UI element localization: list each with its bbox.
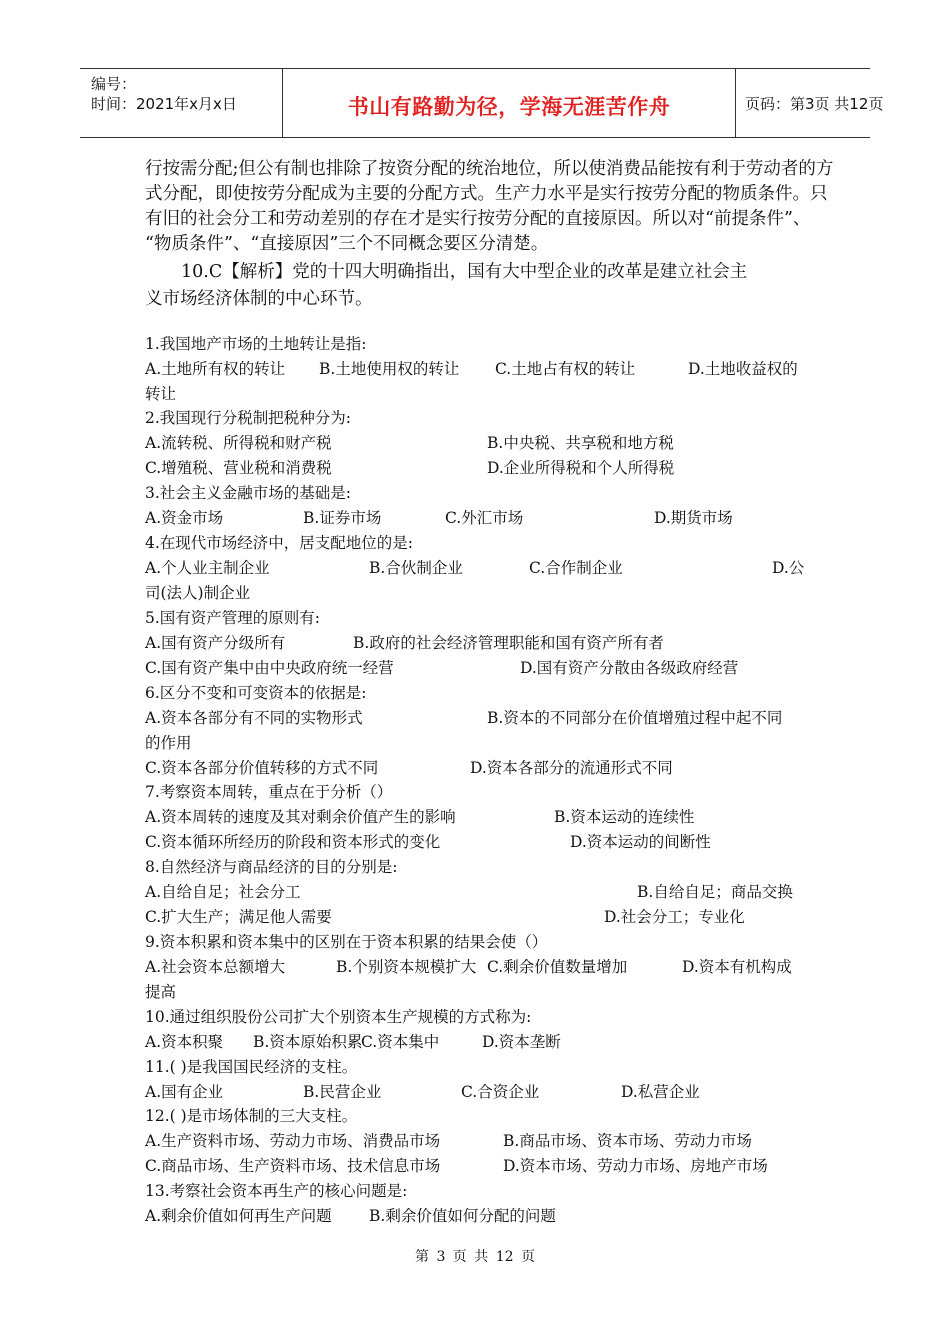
option: A.剩余价值如何再生产问题: [145, 1207, 332, 1225]
option: B.中央税、共享税和地方税: [487, 434, 674, 452]
intro-line: 有旧的社会分工和劳动差别的存在才是实行按劳分配的直接原因。所以对“前提条件”、: [145, 209, 811, 229]
option: D.国有资产分散由各级政府经营: [520, 659, 739, 677]
intro-line: 行按需分配;但公有制也排除了按资分配的统治地位，所以使消费品能按有利于劳动者的方: [145, 159, 834, 179]
question-text: 7.考察资本周转，重点在于分析（）: [145, 783, 393, 801]
option: D.资本有机构成: [682, 958, 792, 976]
option: C.扩大生产；满足他人需要: [145, 908, 332, 926]
option: B.资本运动的连续性: [554, 808, 695, 826]
option: A.土地所有权的转让: [145, 360, 286, 378]
time-line: 时间：2021年x月x日: [91, 95, 237, 113]
option: D.土地收益权的: [688, 360, 798, 378]
option: A.资本各部分有不同的实物形式: [145, 709, 363, 727]
option: D.资本各部分的流通形式不同: [470, 759, 673, 777]
option: C.资本集中: [361, 1033, 440, 1051]
option: D.资本运动的间断性: [570, 833, 711, 851]
option: B.合伙制企业: [369, 559, 463, 577]
page-code: 页码：第3页 共12页: [745, 95, 884, 113]
option: C.国有资产集中由中央政府统一经营: [145, 659, 394, 677]
option: A.个人业主制企业: [145, 559, 270, 577]
option: C.商品市场、生产资料市场、技术信息市场: [145, 1157, 441, 1175]
option: B.资本的不同部分在价值增殖过程中起不同: [487, 709, 783, 727]
option: A.国有企业: [145, 1083, 224, 1101]
option: C.土地占有权的转让: [495, 360, 636, 378]
question-text: 3.社会主义金融市场的基础是:: [145, 484, 352, 502]
option: C.外汇市场: [445, 509, 524, 527]
option: C.合资企业: [461, 1083, 540, 1101]
option: A.社会资本总额增大: [145, 958, 286, 976]
page-footer: 第 3 页 共 12 页: [415, 1249, 535, 1265]
option: B.政府的社会经济管理职能和国有资产所有者: [353, 634, 664, 652]
option: A.资本周转的速度及其对剩余价值产生的影响: [145, 808, 456, 826]
option: B.土地使用权的转让: [319, 360, 460, 378]
option-continuation: 的作用: [145, 734, 192, 752]
option: A.国有资产分级所有: [145, 634, 286, 652]
question-text: 9.资本积累和资本集中的区别在于资本积累的结果会使（）: [145, 933, 548, 951]
option: B.资本原始积累: [253, 1033, 363, 1051]
option: D.私营企业: [621, 1083, 700, 1101]
header-motto-cell: [282, 69, 736, 137]
code-label: 编号：: [91, 75, 137, 93]
option: A.自给自足；社会分工: [145, 883, 301, 901]
header-right-cell: [735, 69, 884, 137]
option: D.企业所得税和个人所得税: [487, 459, 675, 477]
question-text: 12.( )是市场体制的三大支柱。: [145, 1107, 358, 1125]
option: C.合作制企业: [529, 559, 623, 577]
question-text: 1.我国地产市场的土地转让是指:: [145, 335, 367, 353]
answer-10-line: 10.C【解析】党的十四大明确指出，国有大中型企业的改革是建立社会主: [181, 262, 748, 282]
intro-line: “物质条件”、“直接原因”三个不同概念要区分清楚。: [145, 234, 549, 254]
question-text: 13.考察社会资本再生产的核心问题是:: [145, 1182, 408, 1200]
option: A.资金市场: [145, 509, 224, 527]
option: A.生产资料市场、劳动力市场、消费品市场: [145, 1132, 441, 1150]
intro-line: 式分配，即使按劳分配成为主要的分配方式。生产力水平是实行按劳分配的物质条件。只: [145, 184, 828, 204]
header-left-cell: [80, 69, 282, 137]
option: D.公: [772, 559, 805, 577]
option: B.民营企业: [303, 1083, 382, 1101]
question-text: 4.在现代市场经济中，居支配地位的是:: [145, 534, 414, 552]
option: A.资本积聚: [145, 1033, 224, 1051]
motto: 书山有路勤为径，学海无涯苦作舟: [347, 95, 671, 119]
option: B.剩余价值如何分配的问题: [369, 1207, 556, 1225]
option: C.增殖税、营业税和消费税: [145, 459, 332, 477]
option-continuation: 转让: [145, 385, 177, 403]
option: C.资本循环所经历的阶段和资本形式的变化: [145, 833, 441, 851]
question-text: 2.我国现行分税制把税种分为:: [145, 409, 352, 427]
option: A.流转税、所得税和财产税: [145, 434, 332, 452]
question-text: 6.区分不变和可变资本的依据是:: [145, 684, 367, 702]
header-table: [80, 68, 884, 138]
question-text: 10.通过组织股份公司扩大个别资本生产规模的方式称为:: [145, 1008, 532, 1026]
option-continuation: 司(法人)制企业: [145, 584, 251, 602]
question-text: 8.自然经济与商品经济的目的分别是:: [145, 858, 398, 876]
option: B.证券市场: [303, 509, 382, 527]
option: C.资本各部分价值转移的方式不同: [145, 759, 379, 777]
option: B.商品市场、资本市场、劳动力市场: [503, 1132, 752, 1150]
option: B.自给自足；商品交换: [637, 883, 793, 901]
answer-10-line: 义市场经济体制的中心环节。: [145, 289, 373, 309]
option: D.资本市场、劳动力市场、房地产市场: [503, 1157, 768, 1175]
question-text: 5.国有资产管理的原则有:: [145, 609, 321, 627]
option: B.个别资本规模扩大: [336, 958, 477, 976]
question-text: 11.( )是我国国民经济的支柱。: [145, 1058, 358, 1076]
option: D.期货市场: [654, 509, 733, 527]
option: D.资本垄断: [482, 1033, 561, 1051]
option-continuation: 提高: [145, 983, 177, 1001]
option: D.社会分工；专业化: [604, 908, 745, 926]
option: C.剩余价值数量增加: [487, 958, 628, 976]
